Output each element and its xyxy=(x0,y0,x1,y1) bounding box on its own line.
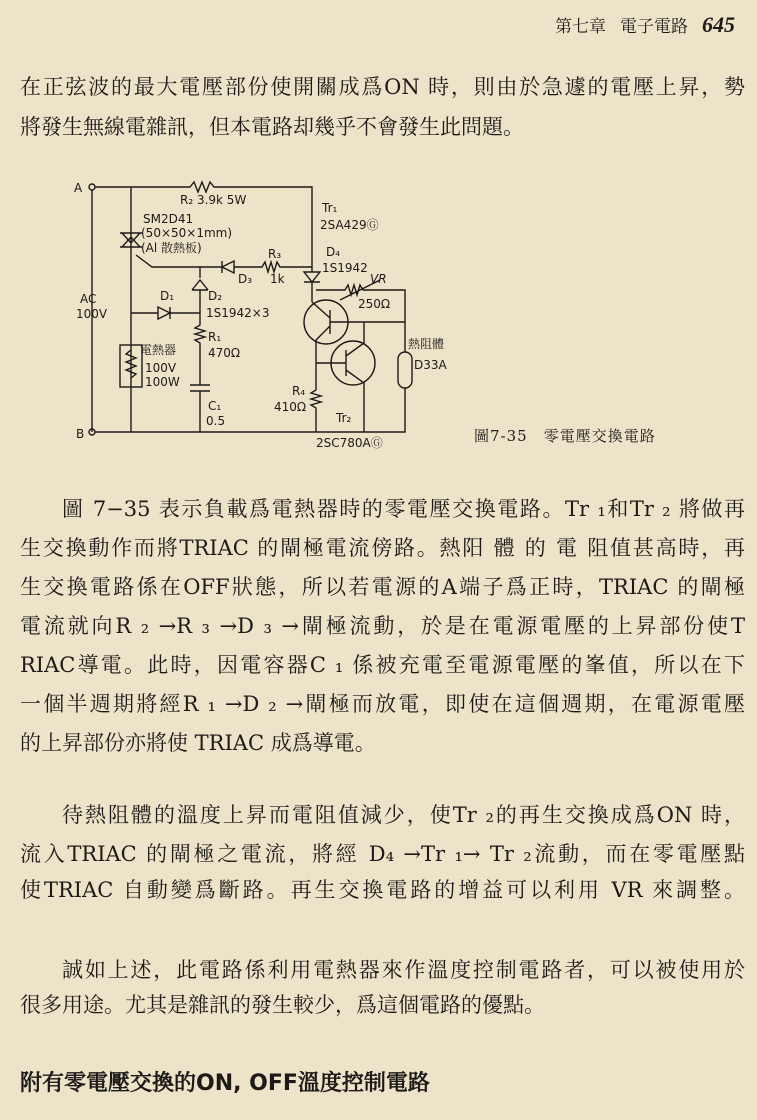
c1-label: C₁ xyxy=(208,399,222,413)
chapter-label: 第七章 xyxy=(555,17,606,37)
d3-label: D₃ xyxy=(238,272,253,286)
tr1-label: Tr₁ xyxy=(322,201,338,215)
triac-label: SM2D41 xyxy=(143,212,194,226)
r3-value-label: 1k xyxy=(270,272,285,286)
d2-part-label: 1S1942×3 xyxy=(206,306,270,320)
r2-label: R₂ 3.9k 5W xyxy=(180,193,247,207)
text-line: 誠如上述，此電路係利用電熱器來作溫度控制電路者，可以被使用於 xyxy=(62,958,745,982)
d4-label: D₄ xyxy=(326,245,341,259)
text-line: 的上昇部份亦將使 TRIAC 成爲導電。 xyxy=(20,731,376,755)
r1-value-label: 470Ω xyxy=(208,346,241,360)
heatsink-size-label: (50×50×1mm) xyxy=(141,226,233,240)
ac-voltage-label: 100V xyxy=(76,307,108,321)
thermistor-part-label: D33A xyxy=(414,358,447,372)
r4-value-label: 410Ω xyxy=(274,400,307,414)
text-line: 在正弦波的最大電壓部份使開關成爲ON 時，則由於急遽的電壓上昇，勢 xyxy=(20,75,745,99)
r1-label: R₁ xyxy=(208,330,222,344)
heater-voltage-label: 100V xyxy=(145,361,177,375)
r4-label: R₄ xyxy=(292,384,306,398)
text-line: 生交換電路係在OFF狀態，所以若電源的A端子爲正時，TRIAC 的閘極 xyxy=(20,575,745,599)
text-line: 電流就向R ₂ →R ₃ →D ₃ →閘極流動，於是在電源電壓的上昇部份使T xyxy=(20,614,745,638)
vr-label: VR xyxy=(370,272,387,286)
c1-value-label: 0.5 xyxy=(206,414,226,428)
heater-power-label: 100W xyxy=(145,375,180,389)
r3-label: R₃ xyxy=(268,247,282,261)
tr2-label: Tr₂ xyxy=(336,411,352,425)
text-line: 生交換動作而將TRIAC 的閘極電流傍路。熱阳 體 的 電 阻值甚高時，再 xyxy=(20,536,745,560)
heater-label: 電熱器 xyxy=(140,343,177,357)
section-label: 電子電路 xyxy=(620,17,688,37)
text-line: 待熱阻體的溫度上昇而電阻值減少，使Tr ₂的再生交換成爲ON 時， xyxy=(62,803,745,827)
d1-label: D₁ xyxy=(160,289,175,303)
figure-caption: 圖7-35 零電壓交換電路 xyxy=(474,427,656,445)
d2-label: D₂ xyxy=(208,289,223,303)
circuit-diagram xyxy=(0,0,757,460)
vr-value-label: 250Ω xyxy=(358,297,391,311)
text-line: 流入TRIAC 的閘極之電流，將經 D₄ →Tr ₁→ Tr ₂流動，而在零電壓點 xyxy=(20,842,745,866)
page-number: 645 xyxy=(702,12,735,37)
thermistor-label: 熱阻體 xyxy=(408,337,445,351)
text-line: 很多用途。尤其是雜訊的發生較少，爲這個電路的優點。 xyxy=(20,993,545,1017)
text-line: 圖 7−35 表示負載爲電熱器時的零電壓交換電路。Tr ₁和Tr ₂ 將做再 xyxy=(62,497,745,521)
tr1-part-label: 2SA429Ⓖ xyxy=(320,218,379,232)
text-line: 一個半週期將經R ₁ →D ₂ →閘極而放電，即使在這個週期，在電源電壓 xyxy=(20,692,745,716)
terminal-a-label: A xyxy=(74,181,83,195)
text-line: RIAC導電。此時，因電容器C ₁ 係被充電至電源電壓的峯值，所以在下 xyxy=(20,653,745,677)
tr2-part-label: 2SC780AⒼ xyxy=(316,436,383,450)
heatsink-label: (Al 散熱板) xyxy=(141,241,202,255)
text-line: 將發生無線電雜訊，但本電路却幾乎不會發生此問題。 xyxy=(20,115,524,139)
text-line: 使TRIAC 自動變爲斷路。再生交換電路的增益可以利用 VR 來調整。 xyxy=(20,878,745,902)
terminal-b-label: B xyxy=(76,427,85,441)
section-heading: 附有零電壓交換的ON, OFF溫度控制電路 xyxy=(20,1071,430,1096)
d4-part-label: 1S1942 xyxy=(322,261,368,275)
ac-label: AC xyxy=(80,292,97,306)
